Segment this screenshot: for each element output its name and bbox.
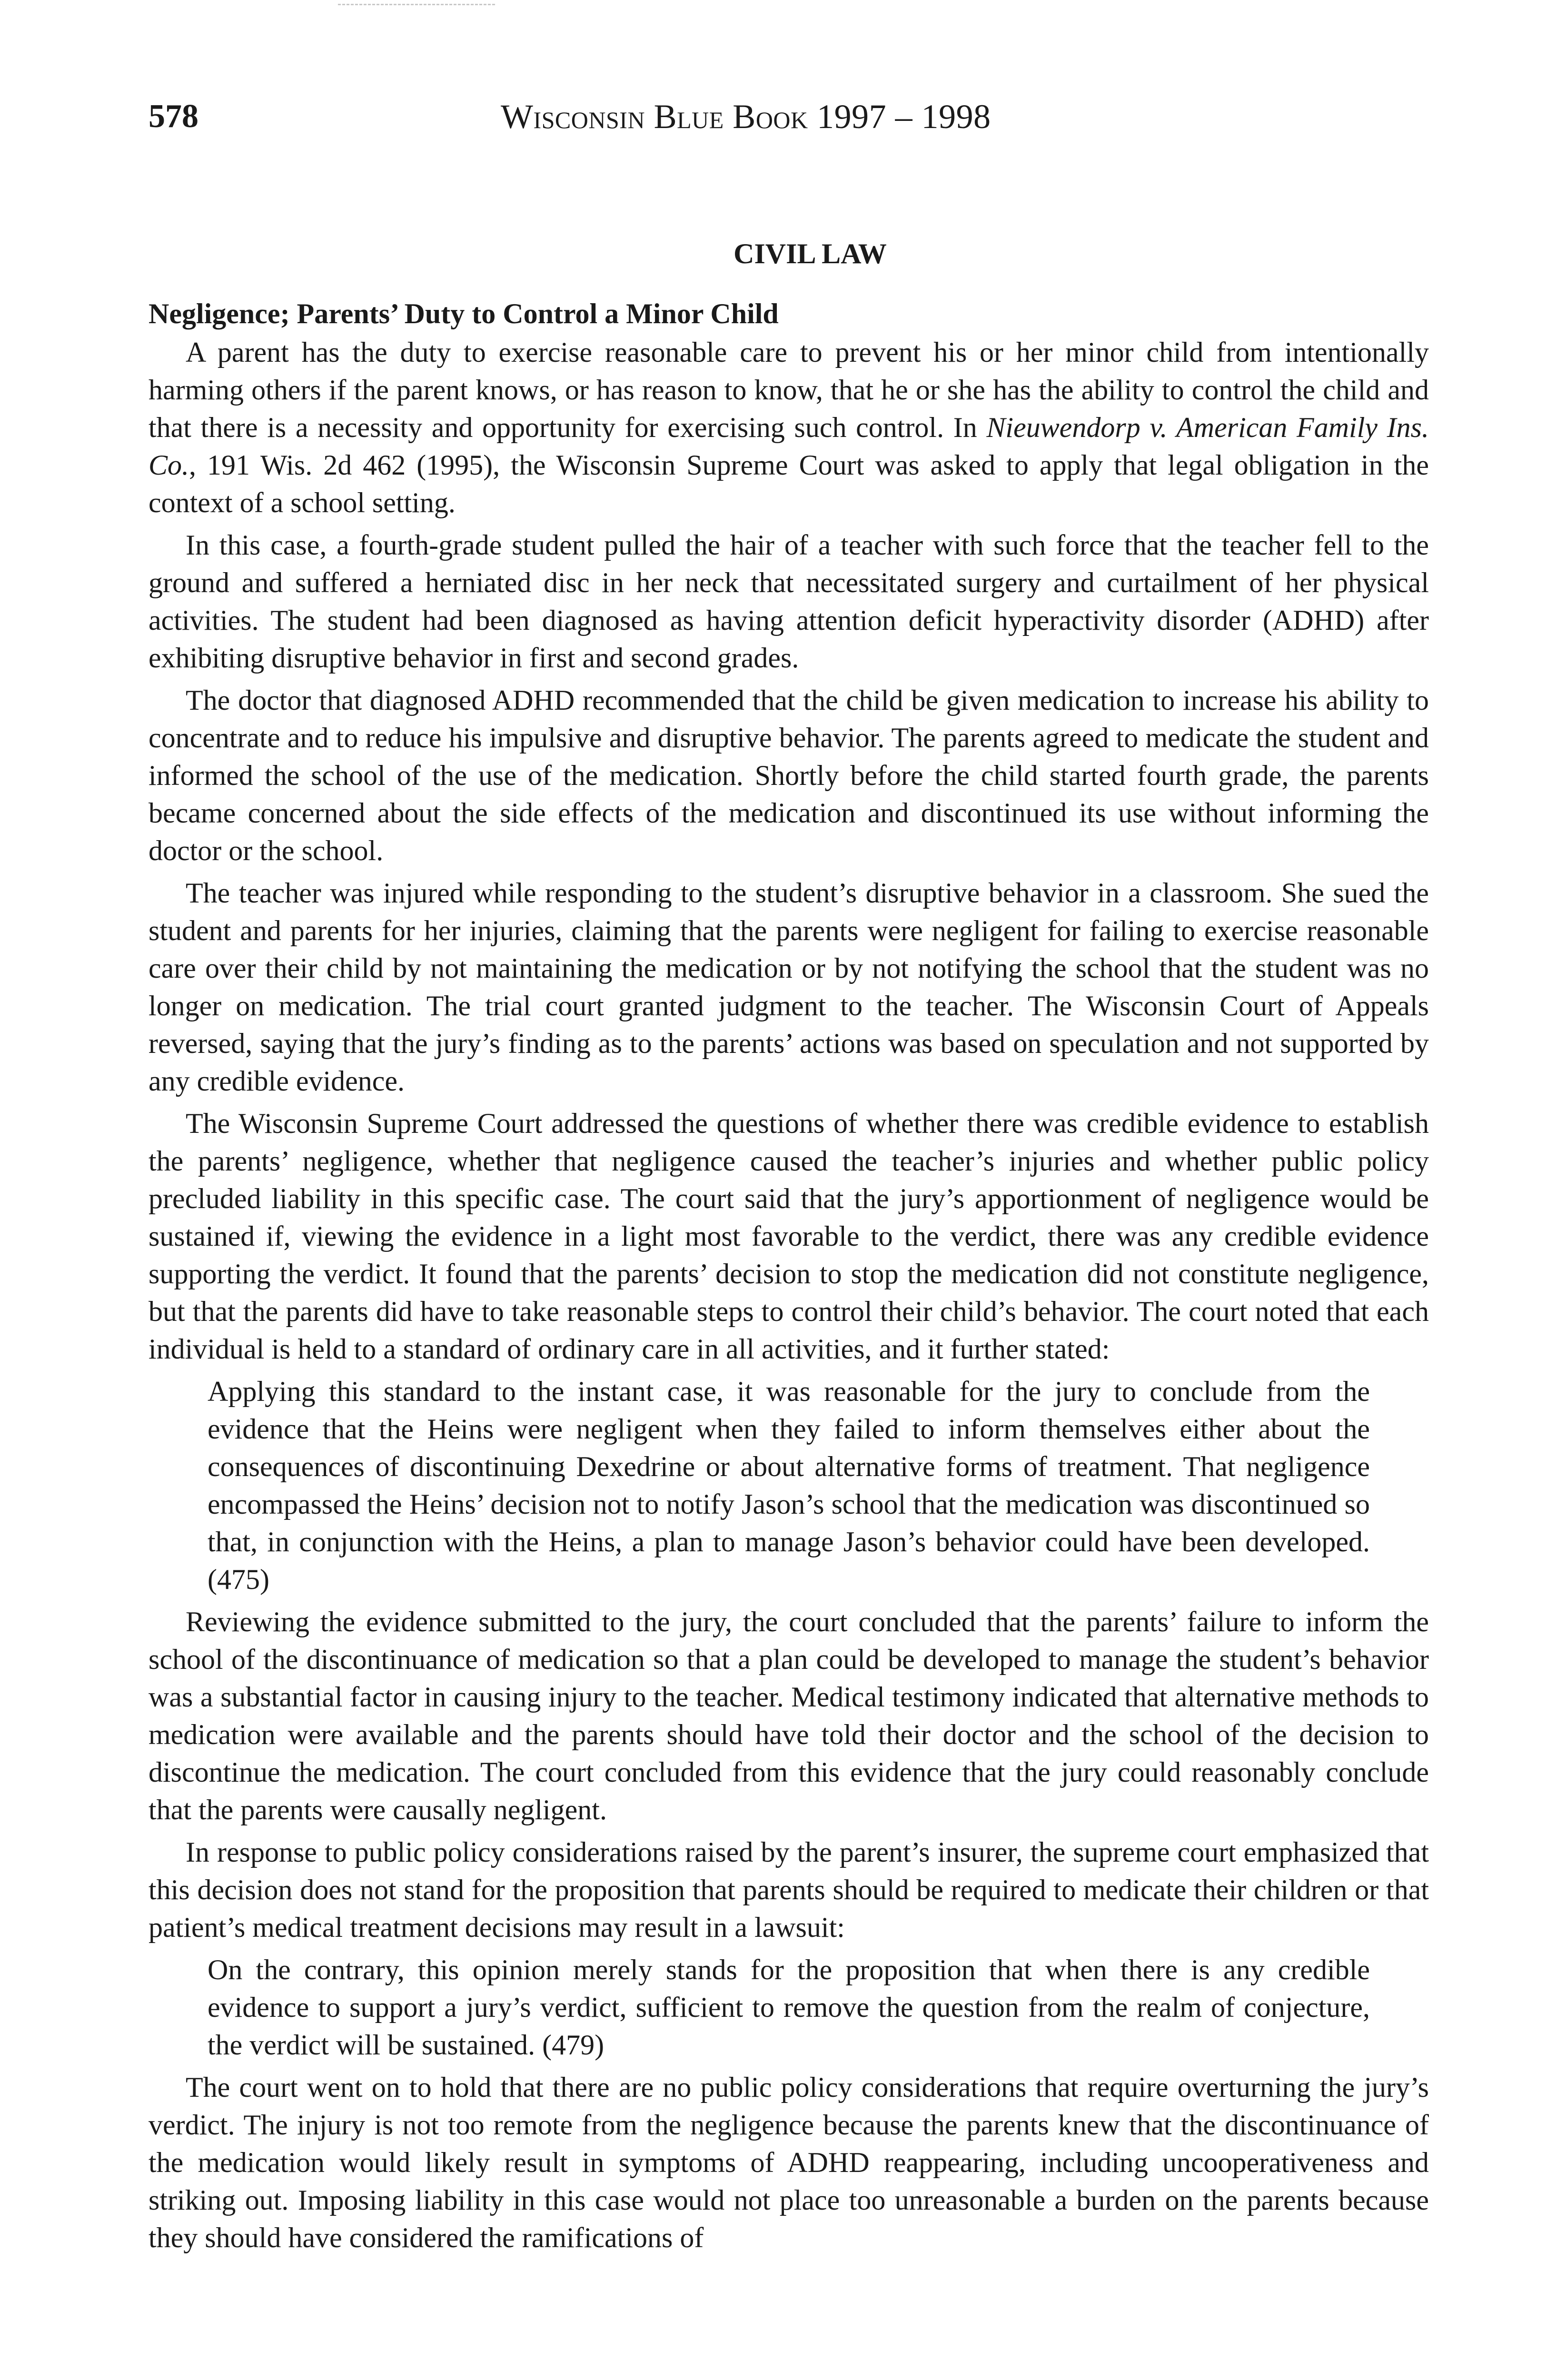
case-title: Negligence; Parents’ Duty to Control a Minor Child bbox=[149, 298, 779, 329]
scan-artifact bbox=[338, 4, 495, 10]
section-title: CIVIL LAW bbox=[733, 238, 887, 269]
case-citation-name: Nieuwendorp v. American Family Ins. Co. bbox=[149, 412, 1429, 481]
running-title-years: 1997 – 1998 bbox=[817, 98, 991, 136]
paragraph-3: The doctor that diagnosed ADHD recommended that the child be given medication to increase his ability to concentrate and to reduce his impulsive and disruptive behavior. The parents agreed to medicate the student and informed the school of the use of the medication. Shortly before the child started fourth grade, the parents became concerned about the side effects of the medication and discontinued its use without informing the doctor or the school. bbox=[149, 684, 1429, 866]
article-body bbox=[149, 236, 1429, 2261]
running-title-w: W bbox=[501, 98, 534, 136]
running-title-lue: lue bbox=[677, 98, 724, 136]
block-quote-1: Applying this standard to the instant case, it was reasonable for the jury to conclude from the evidence that the Heins were negligent when they failed to inform themselves either about the consequences of discontinuing Dexedrine or about alternative forms of treatment. That negligence encompassed the Heins’ decision not to notify Jason’s school that the medication was discontinued so that, in conjunction with the Heins, a plan to manage Jason’s behavior could have been developed. (475) bbox=[208, 1376, 1370, 1595]
page-number: 578 bbox=[149, 98, 198, 135]
running-title-b1: B bbox=[654, 98, 677, 136]
block-quote-2: On the contrary, this opinion merely stands for the proposition that when there is any credible evidence to support a jury’s verdict, sufficient to remove the question from the realm of conjecture, the verdict will be sustained. (479) bbox=[208, 1954, 1370, 2061]
paragraph-4: The teacher was injured while responding to the student’s disruptive behavior in a classroom. She sued the student and parents for her injuries, claiming that the parents were negligent for failing to exercise reasonable care over their child by not maintaining the medication or by not notifying the school that the student was no longer on medication. The trial court granted judgment to the teacher. The Wisconsin Court of Appeals reversed, saying that the jury’s finding as to the parents’ actions was based on speculation and not supported by any credible evidence. bbox=[149, 877, 1429, 1097]
running-title-ook: ook bbox=[755, 98, 808, 136]
page-header bbox=[149, 95, 1429, 138]
paragraph-1-text-a: A parent has the duty to exercise reasonable care to prevent his or her minor child from intentionally harming others if the parent knows, or has reason to know, that he or she has the ability to control the child and that there is a necessity and opportunity for exercising such control. In bbox=[149, 337, 1429, 443]
paragraph-5: The Wisconsin Supreme Court addressed the questions of whether there was credible evidence to establish the parents’ negligence, whether that negligence caused the teacher’s injuries and whether public policy precluded liability in this specific case. The court said that the jury’s apportionment of negligence would be sustained if, viewing the evidence in a light most favorable to the verdict, there was any credible evidence supporting the verdict. It found that the parents’ decision to stop the medication did not constitute negligence, but that the parents did have to take reasonable steps to control their child’s behavior. The court noted that each individual is held to a standard of ordinary care in all activities, and it further stated: bbox=[149, 1108, 1429, 1365]
paragraph-6: Reviewing the evidence submitted to the jury, the court concluded that the parents’ failure to inform the school of the discontinuance of medication so that a plan could be developed to manage the student’s behavior was a substantial factor in causing injury to the teacher. Medical testimony indicated that alternative methods to medication were available and the parents should have told their doctor and the school of the decision to discontinue the medication. The court concluded from this evidence that the jury could reasonably conclude that the parents were causally negligent. bbox=[149, 1606, 1429, 1825]
running-title-isconsin: isconsin bbox=[533, 98, 645, 136]
paragraph-1-text-b: , 191 Wis. 2d 462 (1995), the Wisconsin Supreme Court was asked to apply that legal obligation in the context of a school setting. bbox=[149, 449, 1429, 518]
paragraph-1 bbox=[149, 334, 1429, 522]
running-title bbox=[501, 95, 991, 138]
paragraph-2: In this case, a fourth-grade student pulled the hair of a teacher with such force that the teacher fell to the ground and suffered a herniated disc in her neck that necessitated surgery and curtailment of her physical activities. The student had been diagnosed as having attention deficit hyperactivity disorder (ADHD) after exhibiting disruptive behavior in first and second grades. bbox=[149, 529, 1429, 674]
paragraph-8: The court went on to hold that there are no public policy considerations that require overturning the jury’s verdict. The injury is not too remote from the negligence because the parents knew that the discontinuance of the medication would likely result in symptoms of ADHD reappearing, including uncooperativeness and striking out. Imposing liability in this case would not place too unreasonable a burden on the parents because they should have considered the ramifications of bbox=[149, 2072, 1429, 2253]
running-title-b2: B bbox=[733, 98, 756, 136]
paragraph-7: In response to public policy considerations raised by the parent’s insurer, the supreme court emphasized that this decision does not stand for the proposition that parents should be required to medicate their children or that patient’s medical treatment decisions may result in a lawsuit: bbox=[149, 1836, 1429, 1943]
